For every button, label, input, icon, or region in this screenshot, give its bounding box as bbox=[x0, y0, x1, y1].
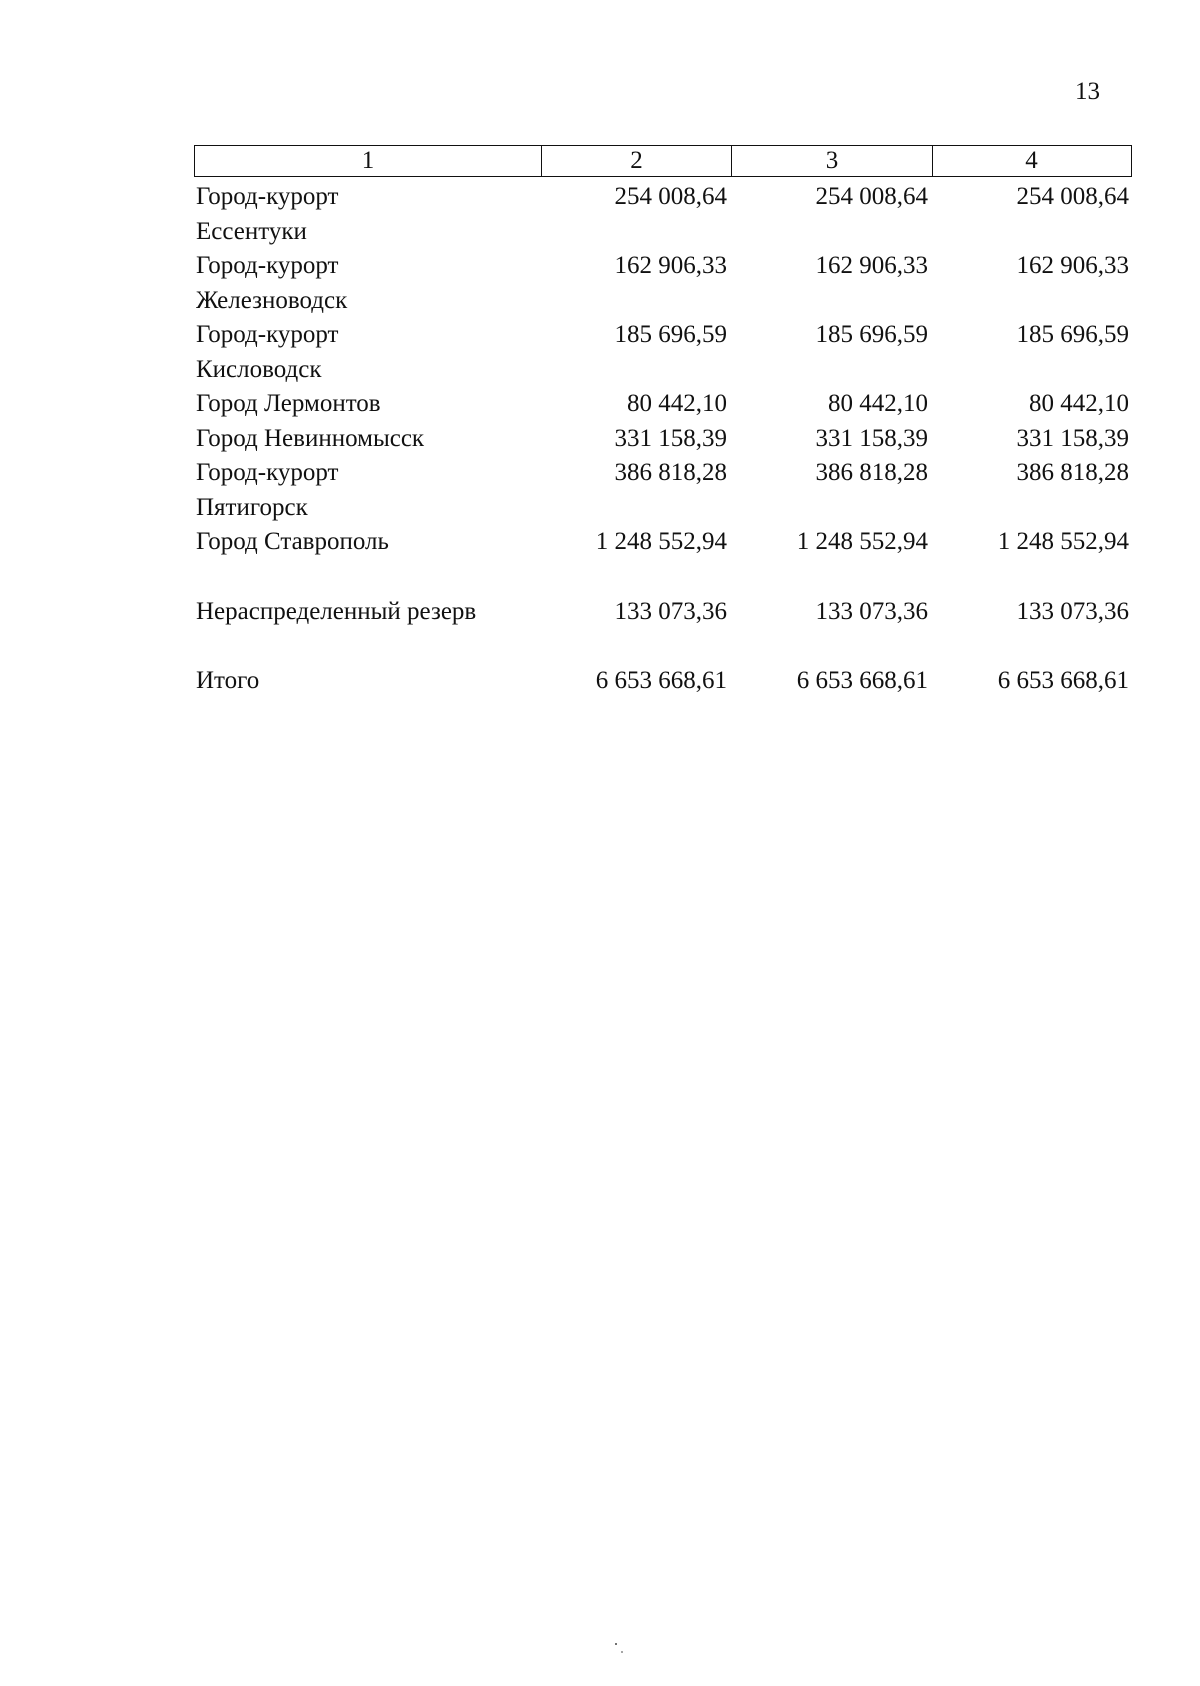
row-value-col2: 162 906,33 bbox=[614, 252, 727, 279]
row-value-col3: 386 818,28 bbox=[815, 459, 928, 486]
row-value-col4: 331 158,39 bbox=[1016, 424, 1129, 452]
row-value-col3: 6 653 668,61 bbox=[796, 667, 928, 694]
row-value-col2: 80 442,10 bbox=[627, 390, 727, 417]
table-row bbox=[194, 318, 1134, 387]
row-name-line1: Город-курорт bbox=[196, 321, 339, 348]
row-name-line2: Железноводск bbox=[196, 286, 348, 314]
row-value-col3: 133 073,36 bbox=[815, 597, 928, 625]
row-name-line1: Итого bbox=[196, 667, 260, 694]
row-value-col4: 162 906,33 bbox=[1016, 252, 1129, 279]
header-cell-2: 2 bbox=[542, 146, 732, 176]
table-body bbox=[194, 180, 1134, 699]
table-row bbox=[194, 456, 1134, 525]
row-name bbox=[194, 664, 541, 699]
row-value-col2: 254 008,64 bbox=[614, 183, 727, 210]
page-number: 13 bbox=[1075, 78, 1100, 105]
table-row bbox=[194, 249, 1134, 318]
row-value-col4: 80 442,10 bbox=[1029, 390, 1129, 417]
row-name bbox=[194, 595, 541, 630]
table-row bbox=[194, 422, 1134, 457]
row-name-line2: Пятигорск bbox=[196, 493, 308, 521]
row-value-col3: 162 906,33 bbox=[815, 252, 928, 279]
row-name-line1: Город Невинномысск bbox=[196, 424, 425, 452]
row-value-col2: 331 158,39 bbox=[614, 424, 727, 452]
row-name-line2: Кисловодск bbox=[196, 355, 322, 383]
row-value-col4: 185 696,59 bbox=[1016, 321, 1129, 348]
row-name-line1: Нераспределенный резерв bbox=[196, 597, 477, 625]
row-name bbox=[194, 525, 541, 560]
row-value-col2: 1 248 552,94 bbox=[595, 528, 727, 555]
row-value-col4: 1 248 552,94 bbox=[997, 528, 1129, 555]
row-name-line1: Город Лермонтов bbox=[196, 390, 381, 417]
row-value-col4: 254 008,64 bbox=[1016, 183, 1129, 210]
table-row bbox=[194, 180, 1134, 249]
header-cell-3: 3 bbox=[732, 146, 933, 176]
row-name bbox=[194, 318, 541, 387]
header-cell-1: 1 bbox=[195, 146, 542, 176]
row-value-col2: 386 818,28 bbox=[614, 459, 727, 486]
row-name bbox=[194, 456, 541, 525]
row-name bbox=[194, 422, 541, 457]
row-name-line1: Город-курорт bbox=[196, 459, 339, 486]
row-value-col2: 133 073,36 bbox=[614, 597, 727, 625]
table-row bbox=[194, 387, 1134, 422]
row-name-line1: Город-курорт bbox=[196, 252, 339, 279]
row-name-line1: Город-курорт bbox=[196, 183, 339, 210]
row-value-col4: 386 818,28 bbox=[1016, 459, 1129, 486]
row-value-col3: 254 008,64 bbox=[815, 183, 928, 210]
row-value-col3: 331 158,39 bbox=[815, 424, 928, 452]
row-name bbox=[194, 180, 541, 249]
row-name bbox=[194, 249, 541, 318]
row-name bbox=[194, 387, 541, 422]
row-value-col3: 80 442,10 bbox=[828, 390, 928, 417]
scan-mark bbox=[613, 1641, 627, 1655]
row-value-col3: 1 248 552,94 bbox=[796, 528, 928, 555]
row-name-line1: Город Ставрополь bbox=[196, 528, 389, 555]
table-row-reserve bbox=[194, 595, 1134, 630]
row-value-col3: 185 696,59 bbox=[815, 321, 928, 348]
row-value-col4: 133 073,36 bbox=[1016, 597, 1129, 625]
row-name-line2: Ессентуки bbox=[196, 217, 307, 245]
row-value-col2: 6 653 668,61 bbox=[595, 667, 727, 694]
row-value-col2: 185 696,59 bbox=[614, 321, 727, 348]
header-cell-4: 4 bbox=[1025, 147, 1038, 174]
row-value-col4: 6 653 668,61 bbox=[997, 667, 1129, 694]
table-row-total bbox=[194, 664, 1134, 699]
table-row bbox=[194, 525, 1134, 560]
table-header bbox=[194, 145, 1132, 177]
